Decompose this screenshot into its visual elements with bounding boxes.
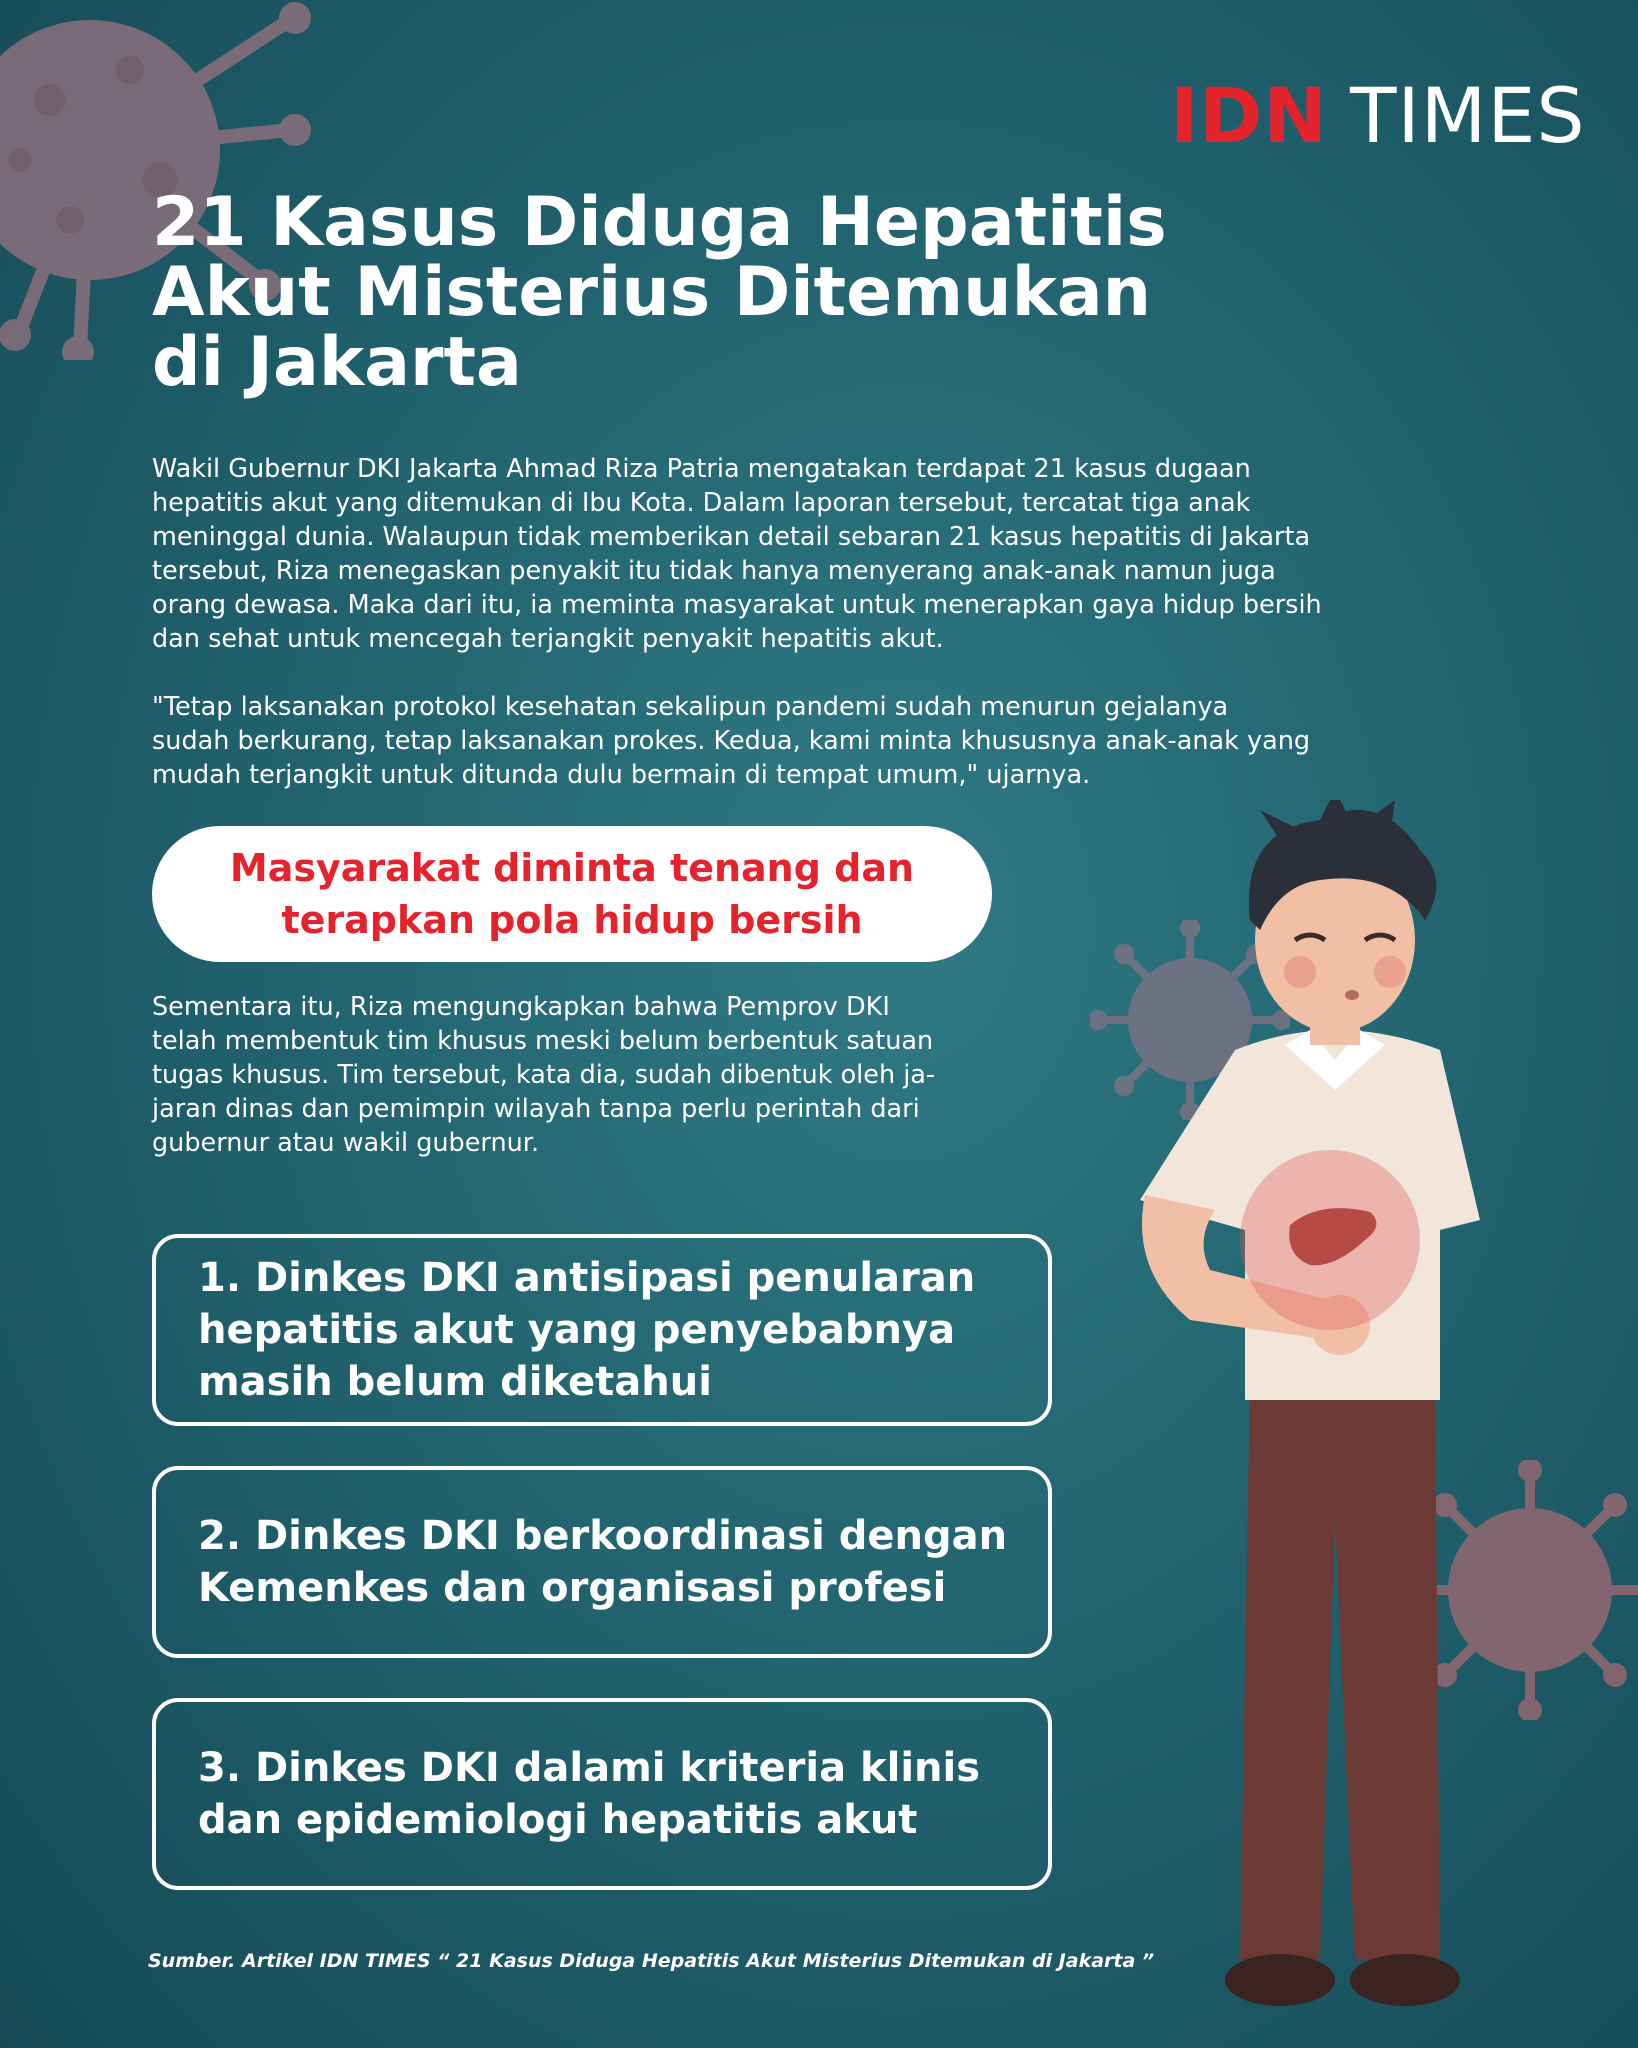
intro-line: meninggal dunia. Walaupun tidak memberikan detail sebaran 21 kasus hepatitis di Jakarta [152, 522, 1311, 552]
page-title [152, 183, 1252, 402]
point-line: hepatitis akut yang penyebabnya [198, 1307, 956, 1353]
point-line: Kemenkes dan organisasi profesi [198, 1565, 947, 1611]
body-line: jaran dinas dan pemimpin wilayah tanpa perlu perintah dari [152, 1094, 920, 1124]
intro-line: tersebut, Riza menegaskan penyakit itu tidak hanya menyerang anak-anak namun juga [152, 556, 1276, 586]
title-line: Akut Misterius Ditemukan [152, 253, 1152, 332]
title-line: 21 Kasus Diduga Hepatitis [152, 183, 1167, 262]
quote-line: "Tetap laksanakan protokol kesehatan sekalipun pandemi sudah menurun gejalanya [152, 692, 1229, 722]
source-note: Sumber. Artikel IDN TIMES “ 21 Kasus Diduga Hepatitis Akut Misterius Ditemukan di Jakarta ” [148, 1950, 1155, 1972]
highlight-pill [152, 826, 992, 962]
intro-paragraph [152, 452, 1492, 656]
body-line: Sementara itu, Riza mengungkapkan bahwa Pemprov DKI [152, 992, 890, 1022]
point-box-1 [152, 1234, 1052, 1426]
highlight-line: Masyarakat diminta tenang dan [229, 846, 915, 890]
point-line: masih belum diketahui [198, 1359, 712, 1405]
intro-line: hepatitis akut yang ditemukan di Ibu Kota. Dalam laporan tersebut, tercatat tiga anak [152, 488, 1251, 518]
sick-man-illustration [1120, 800, 1540, 2048]
intro-line: dan sehat untuk mencegah terjangkit penyakit hepatitis akut. [152, 624, 944, 654]
brand-idn: IDN [1170, 71, 1328, 160]
brand-logo [1170, 71, 1586, 160]
point-box-2 [152, 1466, 1052, 1658]
point-line: 2. Dinkes DKI berkoordinasi dengan [198, 1513, 1008, 1559]
point-line: dan epidemiologi hepatitis akut [198, 1797, 918, 1843]
intro-line: Wakil Gubernur DKI Jakarta Ahmad Riza Patria mengatakan terdapat 21 kasus dugaan [152, 454, 1251, 484]
quote-line: mudah terjangkit untuk ditunda dulu bermain di tempat umum," ujarnya. [152, 760, 1091, 790]
body-paragraph [152, 990, 1072, 1160]
quote-line: sudah berkurang, tetap laksanakan prokes. Kedua, kami minta khususnya anak-anak yang [152, 726, 1311, 756]
point-box-3 [152, 1698, 1052, 1890]
body-line: gubernur atau wakil gubernur. [152, 1128, 540, 1158]
point-line: 1. Dinkes DKI antisipasi penularan [198, 1255, 976, 1301]
title-line: di Jakarta [152, 323, 522, 402]
quote-paragraph [152, 690, 1492, 792]
point-line: 3. Dinkes DKI dalami kriteria klinis [198, 1745, 981, 1791]
brand-times: TIMES [1349, 71, 1586, 160]
body-line: telah membentuk tim khusus meski belum berbentuk satuan [152, 1026, 934, 1056]
highlight-line: terapkan pola hidup bersih [281, 898, 863, 942]
body-line: tugas khusus. Tim tersebut, kata dia, sudah dibentuk oleh ja- [152, 1060, 936, 1090]
intro-line: orang dewasa. Maka dari itu, ia meminta masyarakat untuk menerapkan gaya hidup bersih [152, 590, 1322, 620]
